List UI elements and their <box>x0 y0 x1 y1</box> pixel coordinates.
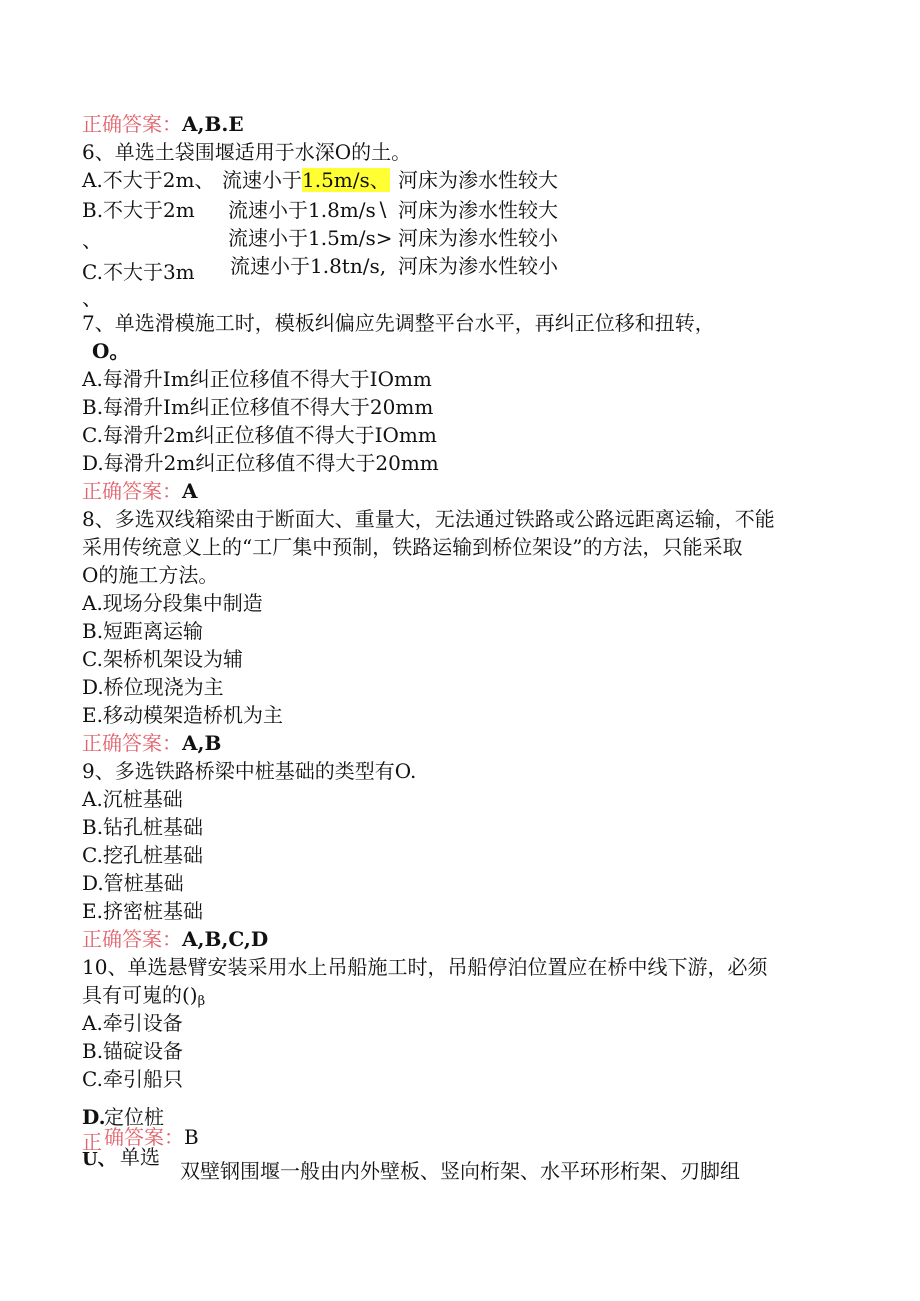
q6-option-c-speed: 流速小于1.8tn∕s, <box>230 254 387 278</box>
q6-stem: 6、单选土袋围堰适用于水深O的土。 <box>82 140 412 164</box>
q9-option-d: D.管桩基础 <box>82 871 184 895</box>
answer-label: 正确答案： <box>82 112 182 136</box>
answer-label: 正确答案： <box>82 479 182 503</box>
answer-label: 确答案： <box>104 1125 184 1149</box>
q6-option-a-depth: A.不大于2m、 <box>82 168 215 192</box>
q10-option-c: C.牵引船只 <box>82 1067 183 1091</box>
q8-option-c: C.架桥机架设为辅 <box>82 647 243 671</box>
q6-option-a-speed-label: 流速小于 <box>222 168 302 192</box>
answer-label: 正确答案： <box>82 927 182 951</box>
q9-option-c: C.挖孔桩基础 <box>82 843 203 867</box>
q6-option-a-bed: 河床为渗水性较大 <box>398 168 558 192</box>
q7-answer-line <box>82 477 198 505</box>
q7-option-d: D.每滑升2m纠正位移值不得大于20mm <box>82 451 439 475</box>
q6-option-c-depth: C.不大于3m <box>82 260 195 284</box>
q9-option-a: A.沉桩基础 <box>82 787 183 811</box>
answer-label: 正确答案： <box>82 731 182 755</box>
answer-value: A,B.E <box>182 112 244 136</box>
q7-option-b: B.每滑升Im纠正位移值不得大于20mm <box>82 395 434 419</box>
answer-value: A,B,C,D <box>182 927 269 951</box>
q11-number-fragment: U、 <box>82 1149 116 1170</box>
q9-option-b: B.钻孔桩基础 <box>82 815 204 839</box>
q6-option-a-speed-value: 1.5m/s、 <box>302 168 390 192</box>
q10-option-d: 定位桩 <box>104 1105 164 1129</box>
q10-option-b: B.锚碇设备 <box>82 1039 184 1063</box>
q5-answer-line <box>82 110 244 138</box>
q10-stem-text: 具有可嵬的() <box>82 983 198 1007</box>
q10-stem-sub: β <box>197 994 206 1009</box>
q9-option-e: E.挤密桩基础 <box>82 899 203 923</box>
q6-option-b-depth: B.不大于2m <box>82 198 195 222</box>
q8-option-e: E.移动模架造桥机为主 <box>82 703 283 727</box>
q7-option-a: A.每滑升Im纠正位移值不得大于IOmm <box>82 367 432 391</box>
q6-option-a-speed <box>222 166 390 194</box>
q8-option-b: B.短距离运输 <box>82 619 204 643</box>
q8-stem-line1: 8、多选双线箱梁由于断面大、重量大，无法通过铁路或公路远距离运输，不能 <box>82 507 775 531</box>
q9-answer-line <box>82 925 268 953</box>
answer-value: A,B <box>182 731 222 755</box>
q8-stem-line3: O的施工方法。 <box>82 563 219 587</box>
q9-stem: 9、多选铁路桥梁中桩基础的类型有O. <box>82 759 417 783</box>
q11-type: 单选 <box>120 1145 160 1169</box>
q6-option-c-bed: 河床为渗水性较小 <box>398 254 558 278</box>
q6-row3-bed: 河床为渗水性较小 <box>398 226 558 250</box>
q8-answer-line <box>82 729 221 757</box>
q7-option-c: C.每滑升2m纠正位移值不得大于IOmm <box>82 423 437 447</box>
q6-option-b-speed: 流速小于1.8m∕s∖ <box>228 198 389 222</box>
q11-stem: 双壁钢围堰一般由内外壁板、竖向桁架、水平环形桁架、刃脚组 <box>180 1159 740 1183</box>
answer-value: B <box>184 1125 199 1149</box>
q6-row-fragment-2: 、 <box>82 286 102 310</box>
q6-row-fragment: 、 <box>82 228 102 252</box>
q10-stem-line1: 10、单选悬臂安装采用水上吊船施工时，吊船停泊位置应在桥中线下游，必须 <box>82 955 768 979</box>
answer-value: A <box>182 479 198 503</box>
q7-stem-line2: O。 <box>92 339 130 363</box>
q6-option-b-bed: 河床为渗水性较大 <box>398 198 558 222</box>
q10-option-d-mark: D. <box>82 1105 106 1129</box>
q7-stem-line1: 7、单选滑模施工时，模板纠偏应先调整平台水平，再纠正位移和扭转， <box>82 311 715 335</box>
q6-row3-speed: 流速小于1.5m∕s> <box>228 226 393 250</box>
q8-option-d: D.桥位现浇为主 <box>82 675 224 699</box>
answer-label-fragment: 正 <box>82 1130 102 1154</box>
q8-stem-line2: 采用传统意义上的“工厂集中预制，铁路运输到桥位架设”的方法，只能采取 <box>82 535 743 559</box>
q10-option-a: A.牵引设备 <box>82 1011 183 1035</box>
q8-option-a: A.现场分段集中制造 <box>82 591 263 615</box>
